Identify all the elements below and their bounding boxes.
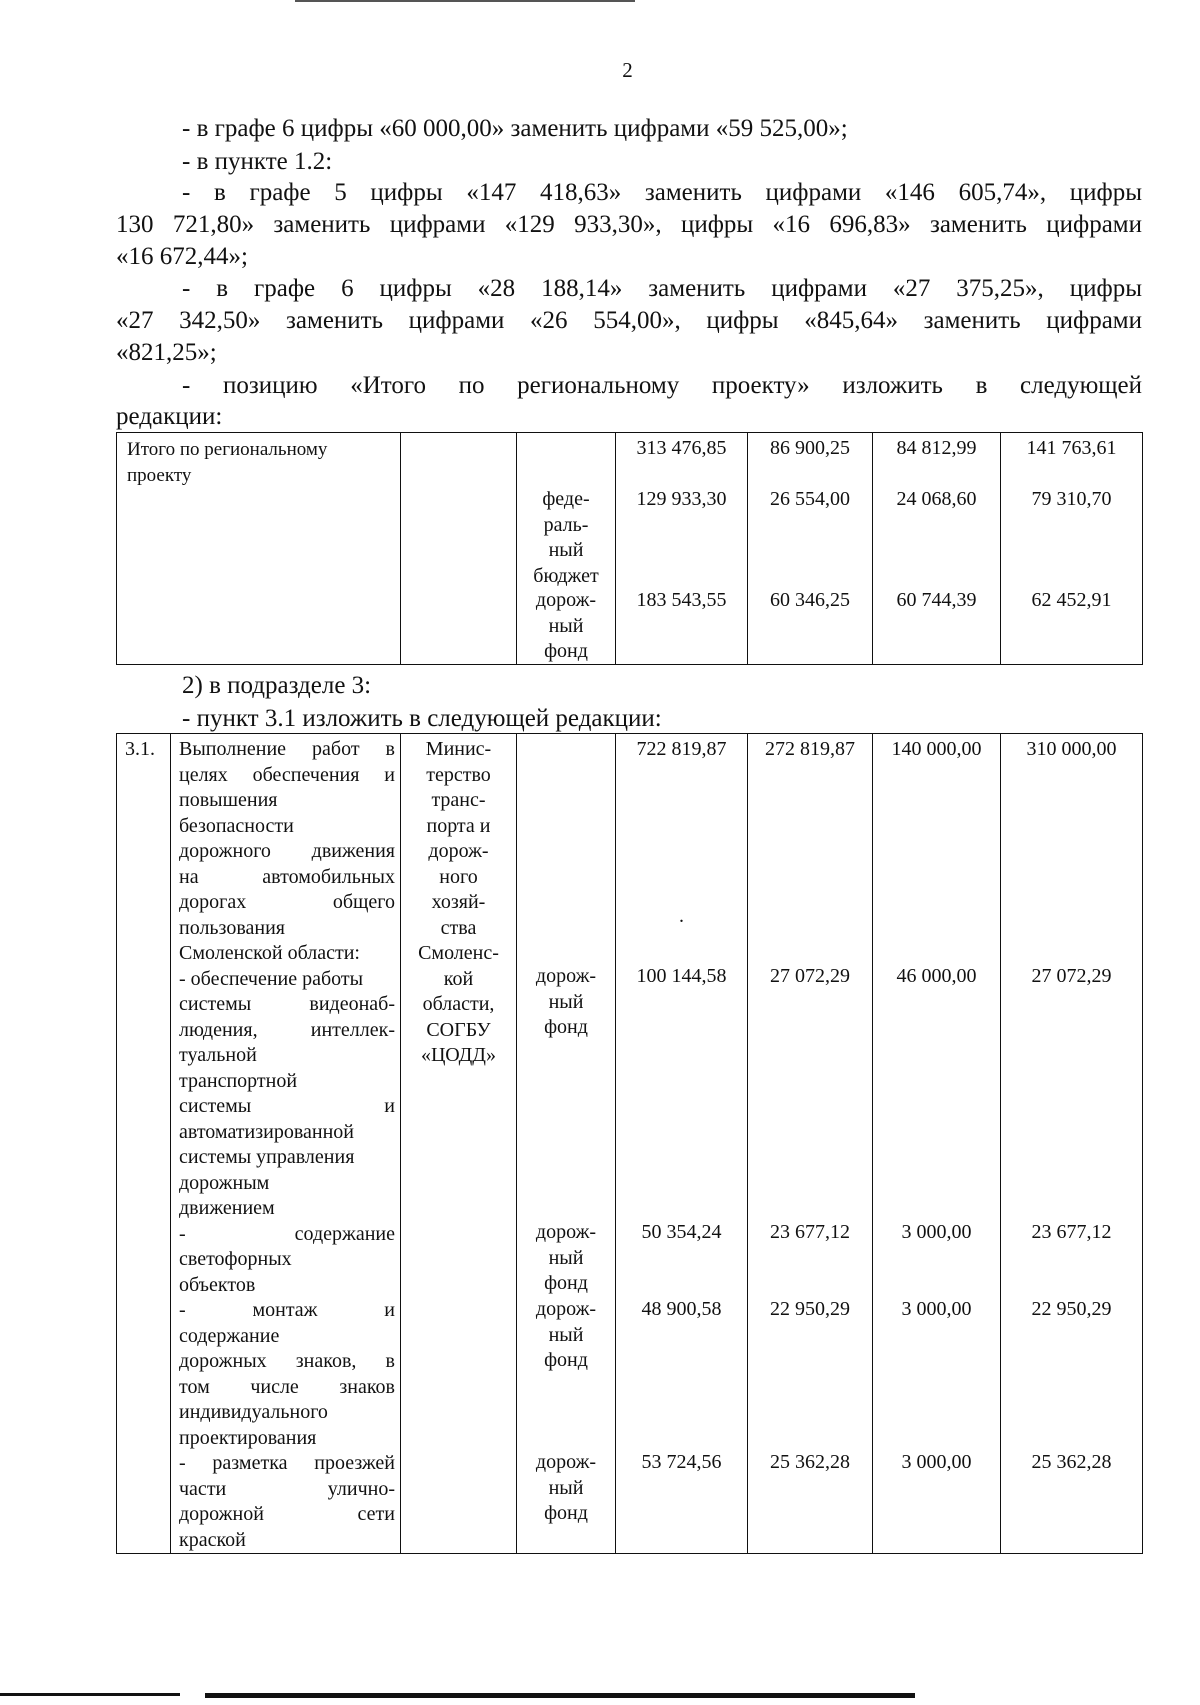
table2-col5-cell (616, 734, 748, 1554)
paragraph-7: - пункт 3.1 изложить в следующей редакции: (182, 705, 662, 732)
table2-item-number: 3.1. (125, 738, 155, 760)
table1-roadfund-col8: 62 452,91 (1031, 589, 1112, 611)
table2-number-cell (117, 734, 171, 1554)
table1-total-col5: 313 476,85 (636, 437, 727, 459)
table2-item4-col6: 25 362,28 (770, 1451, 850, 1473)
table2-responsible: Минис- терство транс- порта и дорож- ного хозяй- ства Смоленс- кой области, СОГБУ «ЦОДД» (418, 738, 499, 1066)
table2-description: Выполнение работ в целях обеспечения и повышения безопасности дорожного движения на автомобильных дорогах общего пользования Смоленской области: - обеспечение работы системы видеонаб- людения, интеллек- туальной транспортной системы и автоматизированной системы управления дорожным движением - содержание светофорных объектов - монтаж и содержание дорожных знаков, в том числе знаков индивидуального проектирования - разметка проезжей части улично- дорожной сети краской (179, 737, 395, 1553)
table2-item2-col5: 50 354,24 (641, 1221, 722, 1243)
subitem-road-signs: - монтаж и содержание дорожных знаков, в том числе знаков индивидуального проектирования (179, 1299, 395, 1449)
table1-source-cell (517, 433, 616, 665)
paragraph-2: - в пункте 1.2: (182, 148, 333, 175)
table2-col6-cell (748, 734, 873, 1554)
table1-federal-col7: 24 068,60 (896, 488, 977, 510)
table1-empty-cell (401, 433, 517, 665)
table1-col5-cell (616, 433, 748, 665)
table2-item4-col7: 3 000,00 (901, 1451, 972, 1473)
table1-label: Итого по региональному проекту (127, 439, 328, 486)
table2-source-1: дорож- ный фонд (535, 965, 597, 1038)
table2-item3-col7: 3 000,00 (901, 1298, 972, 1320)
table1-total-col6: 86 900,25 (770, 437, 850, 459)
scan-artifact-bottom-left (0, 1693, 180, 1696)
table-row (117, 433, 1143, 665)
table2-item2-col7: 3 000,00 (901, 1221, 972, 1243)
table1-source-road-fund: дорож- ный фонд (535, 589, 597, 662)
subitem-road-marking: - разметка проезжей части улично- дорожной сети краской (179, 1452, 395, 1551)
table2-responsible-cell (401, 734, 517, 1554)
paragraph-4-line-2: «27 342,50» заменить цифрами «26 554,00», цифры «845,64» заменить цифрами (116, 307, 1142, 334)
table1-roadfund-col5: 183 543,55 (636, 589, 727, 611)
table2-item1-col5: 100 144,58 (636, 965, 727, 987)
paragraph-5-line-2: редакции: (116, 403, 223, 430)
table2-col8-cell (1001, 734, 1143, 1554)
table1-total-col7: 84 812,99 (896, 437, 977, 459)
table2-item4-col8: 25 362,28 (1031, 1451, 1112, 1473)
table2-dot: . (679, 905, 684, 927)
table2-source-cell (517, 734, 616, 1554)
table2-item2-col8: 23 677,12 (1031, 1221, 1112, 1243)
table2-total-col7: 140 000,00 (891, 738, 982, 760)
table2-source-2: дорож- ный фонд (535, 1221, 597, 1294)
subitem-traffic-lights: - содержание светофорных объектов (179, 1222, 395, 1296)
paragraph-3-line-1: - в графе 5 цифры «147 418,63» заменить цифрами «146 605,74», цифры (182, 179, 1142, 206)
table1-roadfund-col6: 60 346,25 (770, 589, 850, 611)
table2-item2-col6: 23 677,12 (770, 1221, 850, 1243)
table2-source-3: дорож- ный фонд (535, 1298, 597, 1371)
table2-item1-col6: 27 072,29 (770, 965, 850, 987)
item-3-1-table (116, 733, 1143, 1554)
table1-col6-cell (748, 433, 873, 665)
table1-federal-col5: 129 933,30 (636, 488, 727, 510)
table1-roadfund-col7: 60 744,39 (896, 589, 977, 611)
table2-source-4: дорож- ный фонд (535, 1451, 597, 1524)
paragraph-4-line-1: - в графе 6 цифры «28 188,14» заменить цифрами «27 375,25», цифры (182, 275, 1142, 302)
table2-item3-col6: 22 950,29 (770, 1298, 850, 1320)
table2-item1-col8: 27 072,29 (1031, 965, 1112, 987)
table2-item3-col8: 22 950,29 (1031, 1298, 1112, 1320)
table-row (117, 734, 1143, 1554)
table2-total-col6: 272 819,87 (765, 738, 855, 760)
table1-source-federal: феде- раль- ный бюджет (533, 488, 599, 587)
table1-label-cell (117, 433, 401, 665)
paragraph-4-line-3: «821,25»; (116, 339, 217, 366)
table2-item4-col5: 53 724,56 (641, 1451, 722, 1473)
paragraph-1: - в графе 6 цифры «60 000,00» заменить цифрами «59 525,00»; (182, 115, 848, 142)
paragraph-5-line-1: - позицию «Итого по региональному проекту» изложить в следующей (182, 372, 1142, 399)
table2-description-cell (171, 734, 401, 1554)
table2-total-col5: 722 819,87 (636, 738, 727, 760)
table1-col8-cell (1001, 433, 1143, 665)
table2-item1-col7: 46 000,00 (896, 965, 977, 987)
regional-project-total-table (116, 432, 1143, 665)
paragraph-6: 2) в подразделе 3: (182, 672, 372, 699)
paragraph-3-line-3: «16 672,44»; (116, 243, 248, 270)
table1-col7-cell (873, 433, 1001, 665)
table2-col7-cell (873, 734, 1001, 1554)
scan-artifact-top (295, 0, 635, 2)
table1-total-col8: 141 763,61 (1026, 437, 1117, 459)
subitem-video-surveillance: - обеспечение работы системы видеонаб- людения, интеллек- туальной транспортной системы и автоматизированной системы управления дорожным движением (179, 967, 395, 1219)
page-number: 2 (622, 58, 633, 82)
table2-item3-col5: 48 900,58 (641, 1298, 722, 1320)
table1-federal-col6: 26 554,00 (770, 488, 850, 510)
table1-federal-col8: 79 310,70 (1031, 488, 1112, 510)
paragraph-3-line-2: 130 721,80» заменить цифрами «129 933,30», цифры «16 696,83» заменить цифрами (116, 211, 1142, 238)
table2-total-col8: 310 000,00 (1026, 738, 1117, 760)
scan-artifact-bottom-center (205, 1693, 915, 1698)
